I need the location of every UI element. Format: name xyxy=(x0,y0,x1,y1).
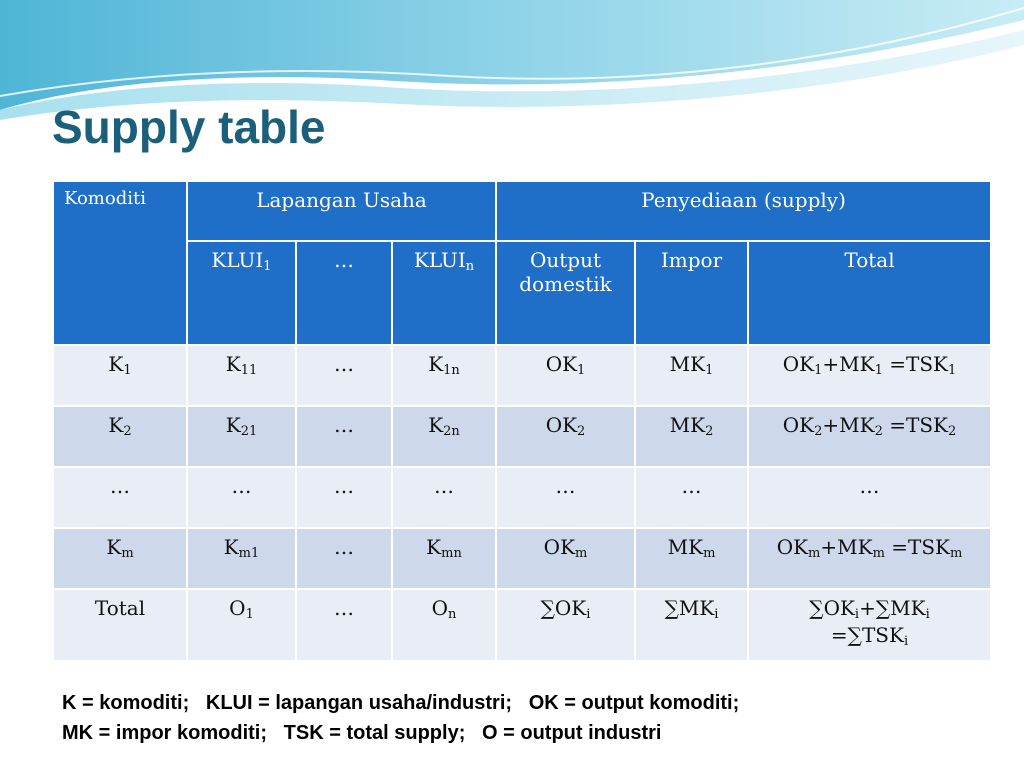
cell-dots: … xyxy=(296,406,392,467)
cell-impor: $MK_2$ xyxy=(635,406,748,467)
cell-output: … xyxy=(496,467,635,528)
cell-klui-1: $K_{21}$ xyxy=(187,406,296,467)
table-row-total xyxy=(53,589,991,661)
cell-dots: … xyxy=(296,467,392,528)
cell-dots: … xyxy=(296,345,392,406)
cell-output: $OK_1$ xyxy=(496,345,635,406)
cell-output: $OK_m$ xyxy=(496,528,635,589)
cell-komoditi: $K_1$ xyxy=(53,345,187,406)
cell-klui-1: $K_{m1}$ xyxy=(187,528,296,589)
cell-komoditi: $K_m$ xyxy=(53,528,187,589)
cell-klui-n: … xyxy=(392,467,496,528)
cell-total-sum-mk: $\sum MK_i$ xyxy=(635,589,748,661)
cell-klui-n: $K_{2n}$ xyxy=(392,406,496,467)
cell-total: $OK_2+MK_2 =TSK_2$ xyxy=(748,406,991,467)
cell-klui-1: $K_{11}$ xyxy=(187,345,296,406)
cell-komoditi: $K_2$ xyxy=(53,406,187,467)
header-komoditi: Komoditi xyxy=(53,181,187,345)
cell-total-dots: … xyxy=(296,589,392,661)
table-row xyxy=(53,467,991,528)
page-title: Supply table xyxy=(52,101,326,153)
legend-caption xyxy=(62,688,1012,748)
table-row xyxy=(53,406,991,467)
header-klui-1: $KLUI_1$ xyxy=(187,241,296,345)
header-penyediaan: Penyediaan (supply) xyxy=(496,181,991,241)
caption-line-1: K = komoditi; KLUI = lapangan usaha/industri; OK = output komoditi; xyxy=(62,692,740,714)
cell-total-label: Total xyxy=(53,589,187,661)
caption-line-2: MK = impor komoditi; TSK = total supply; O = output industri xyxy=(62,722,662,744)
cell-impor: $MK_m$ xyxy=(635,528,748,589)
cell-total-on: $O_n$ xyxy=(392,589,496,661)
cell-total: $OK_1+MK_1 =TSK_1$ xyxy=(748,345,991,406)
table-row xyxy=(53,345,991,406)
cell-output: $OK_2$ xyxy=(496,406,635,467)
cell-total: … xyxy=(748,467,991,528)
table-row xyxy=(53,528,991,589)
header-total: Total xyxy=(748,241,991,345)
cell-impor: $MK_1$ xyxy=(635,345,748,406)
header-lapangan-usaha: Lapangan Usaha xyxy=(187,181,496,241)
header-impor: Impor xyxy=(635,241,748,345)
cell-klui-1: … xyxy=(187,467,296,528)
header-dots: … xyxy=(296,241,392,345)
header-klui-n: $KLUI_n$ xyxy=(392,241,496,345)
cell-klui-n: $K_{mn}$ xyxy=(392,528,496,589)
supply-table xyxy=(52,180,992,662)
cell-total-sum-tsk: $\sum OK_i+\sum MK_i$ $=\sum TSK_i$ xyxy=(748,589,991,661)
cell-total-o1: $O_1$ xyxy=(187,589,296,661)
header-output-domestik: Output domestik xyxy=(496,241,635,345)
cell-total: $OK_m+MK_m =TSK_m$ xyxy=(748,528,991,589)
cell-klui-n: $K_{1n}$ xyxy=(392,345,496,406)
cell-impor: … xyxy=(635,467,748,528)
cell-komoditi: … xyxy=(53,467,187,528)
cell-dots: … xyxy=(296,528,392,589)
cell-total-sum-ok: $\sum OK_i$ xyxy=(496,589,635,661)
